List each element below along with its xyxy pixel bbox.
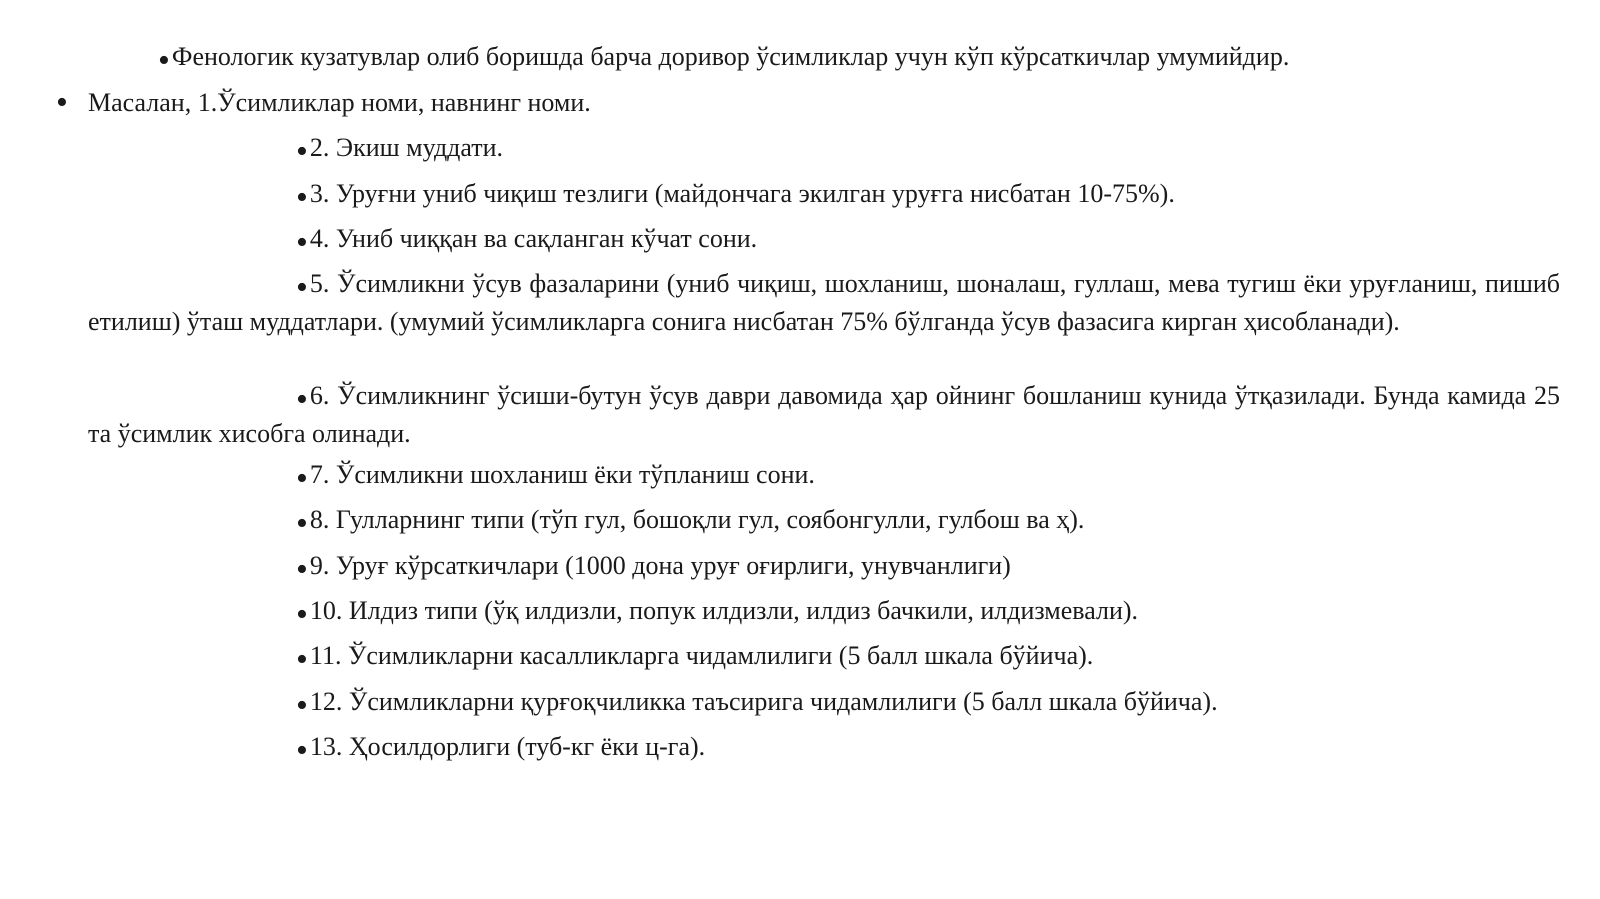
bullet-icon: •	[296, 732, 308, 769]
list-item	[88, 222, 1560, 260]
list-item	[88, 503, 1560, 541]
list-item-text: 13. Ҳосилдорлиги (туб-кг ёки ц-га).	[309, 732, 706, 761]
list-item	[88, 267, 1560, 338]
list-item	[88, 379, 1560, 450]
bullet-icon: •	[296, 460, 308, 497]
list-item-text: 11. Ўсимликларни касалликларга чидамлилиги (5 балл шкала бўйича).	[309, 641, 1094, 670]
list-item	[88, 131, 1560, 169]
bullet-icon: •	[296, 551, 308, 588]
list-item-text: 3. Уруғни униб чиқиш тезлиги (майдончага экилган уруғга нисбатан 10-75%).	[309, 179, 1175, 208]
list-item	[88, 594, 1560, 632]
list-item-text: 12. Ўсимликларни қурғоқчиликка таъсирига чидамлилиги (5 балл шкала бўйича).	[309, 687, 1218, 716]
bullet-icon: •	[296, 381, 308, 418]
bullet-icon: •	[296, 505, 308, 542]
bullet-icon: •	[296, 269, 308, 306]
list-item-text: 5. Ўсимликни ўсув фазаларини (униб чиқиш, шохланиш, шоналаш, гуллаш, мева тугиш ёки уруғланиш, пишиб етилиш) ўташ муддатлари. (умумий ўсимликларга сонига нисбатан 75% бўлганда ўсув фазасига кирган ҳисобланади).	[88, 269, 1560, 336]
bullet-icon: •	[158, 42, 170, 79]
list-item	[88, 177, 1560, 215]
list-item-text: 9. Уруғ кўрсаткичлари (1000 дона уруғ оғирлиги, унувчанлиги)	[309, 551, 1011, 580]
list-item	[88, 40, 1560, 78]
list-item	[88, 86, 1560, 119]
list-item-text: 6. Ўсимликнинг ўсиши-бутун ўсув даври давомида ҳар ойнинг бошланиш кунида ўтқазилади. Бунда камида 25 та ўсимлик хисобга олинади.	[88, 381, 1560, 448]
bullet-icon: •	[296, 133, 308, 170]
bullet-icon: •	[56, 84, 68, 121]
list-item	[88, 458, 1560, 496]
list-item-text: Масалан, 1.Ўсимликлар номи, навнинг номи.	[88, 88, 591, 117]
bullet-icon: •	[296, 224, 308, 261]
list-item	[88, 685, 1560, 723]
bullet-icon: •	[296, 641, 308, 678]
bullet-icon: •	[296, 179, 308, 216]
list-item	[88, 549, 1560, 587]
list-item-text: 7. Ўсимликни шохланиш ёки тўпланиш сони.	[309, 460, 815, 489]
list-item-text: 10. Илдиз типи (ўқ илдизли, попук илдизли, илдиз бачкили, илдизмевали).	[309, 596, 1139, 625]
list-item-text: 8. Гулларнинг типи (тўп гул, бошоқли гул, соябонгулли, гулбош ва ҳ).	[309, 505, 1085, 534]
list-item	[88, 730, 1560, 768]
list-item	[88, 639, 1560, 677]
list-item-text: 2. Экиш муддати.	[309, 133, 504, 162]
bullet-icon: •	[296, 596, 308, 633]
list-item-text: Фенологик кузатувлар олиб боришда барча доривор ўсимликлар учун кўп кўрсаткичлар умумийдир.	[171, 42, 1290, 71]
list-item-text: 4. Униб чиққан ва сақланган кўчат сони.	[309, 224, 758, 253]
bullet-icon: •	[296, 687, 308, 724]
